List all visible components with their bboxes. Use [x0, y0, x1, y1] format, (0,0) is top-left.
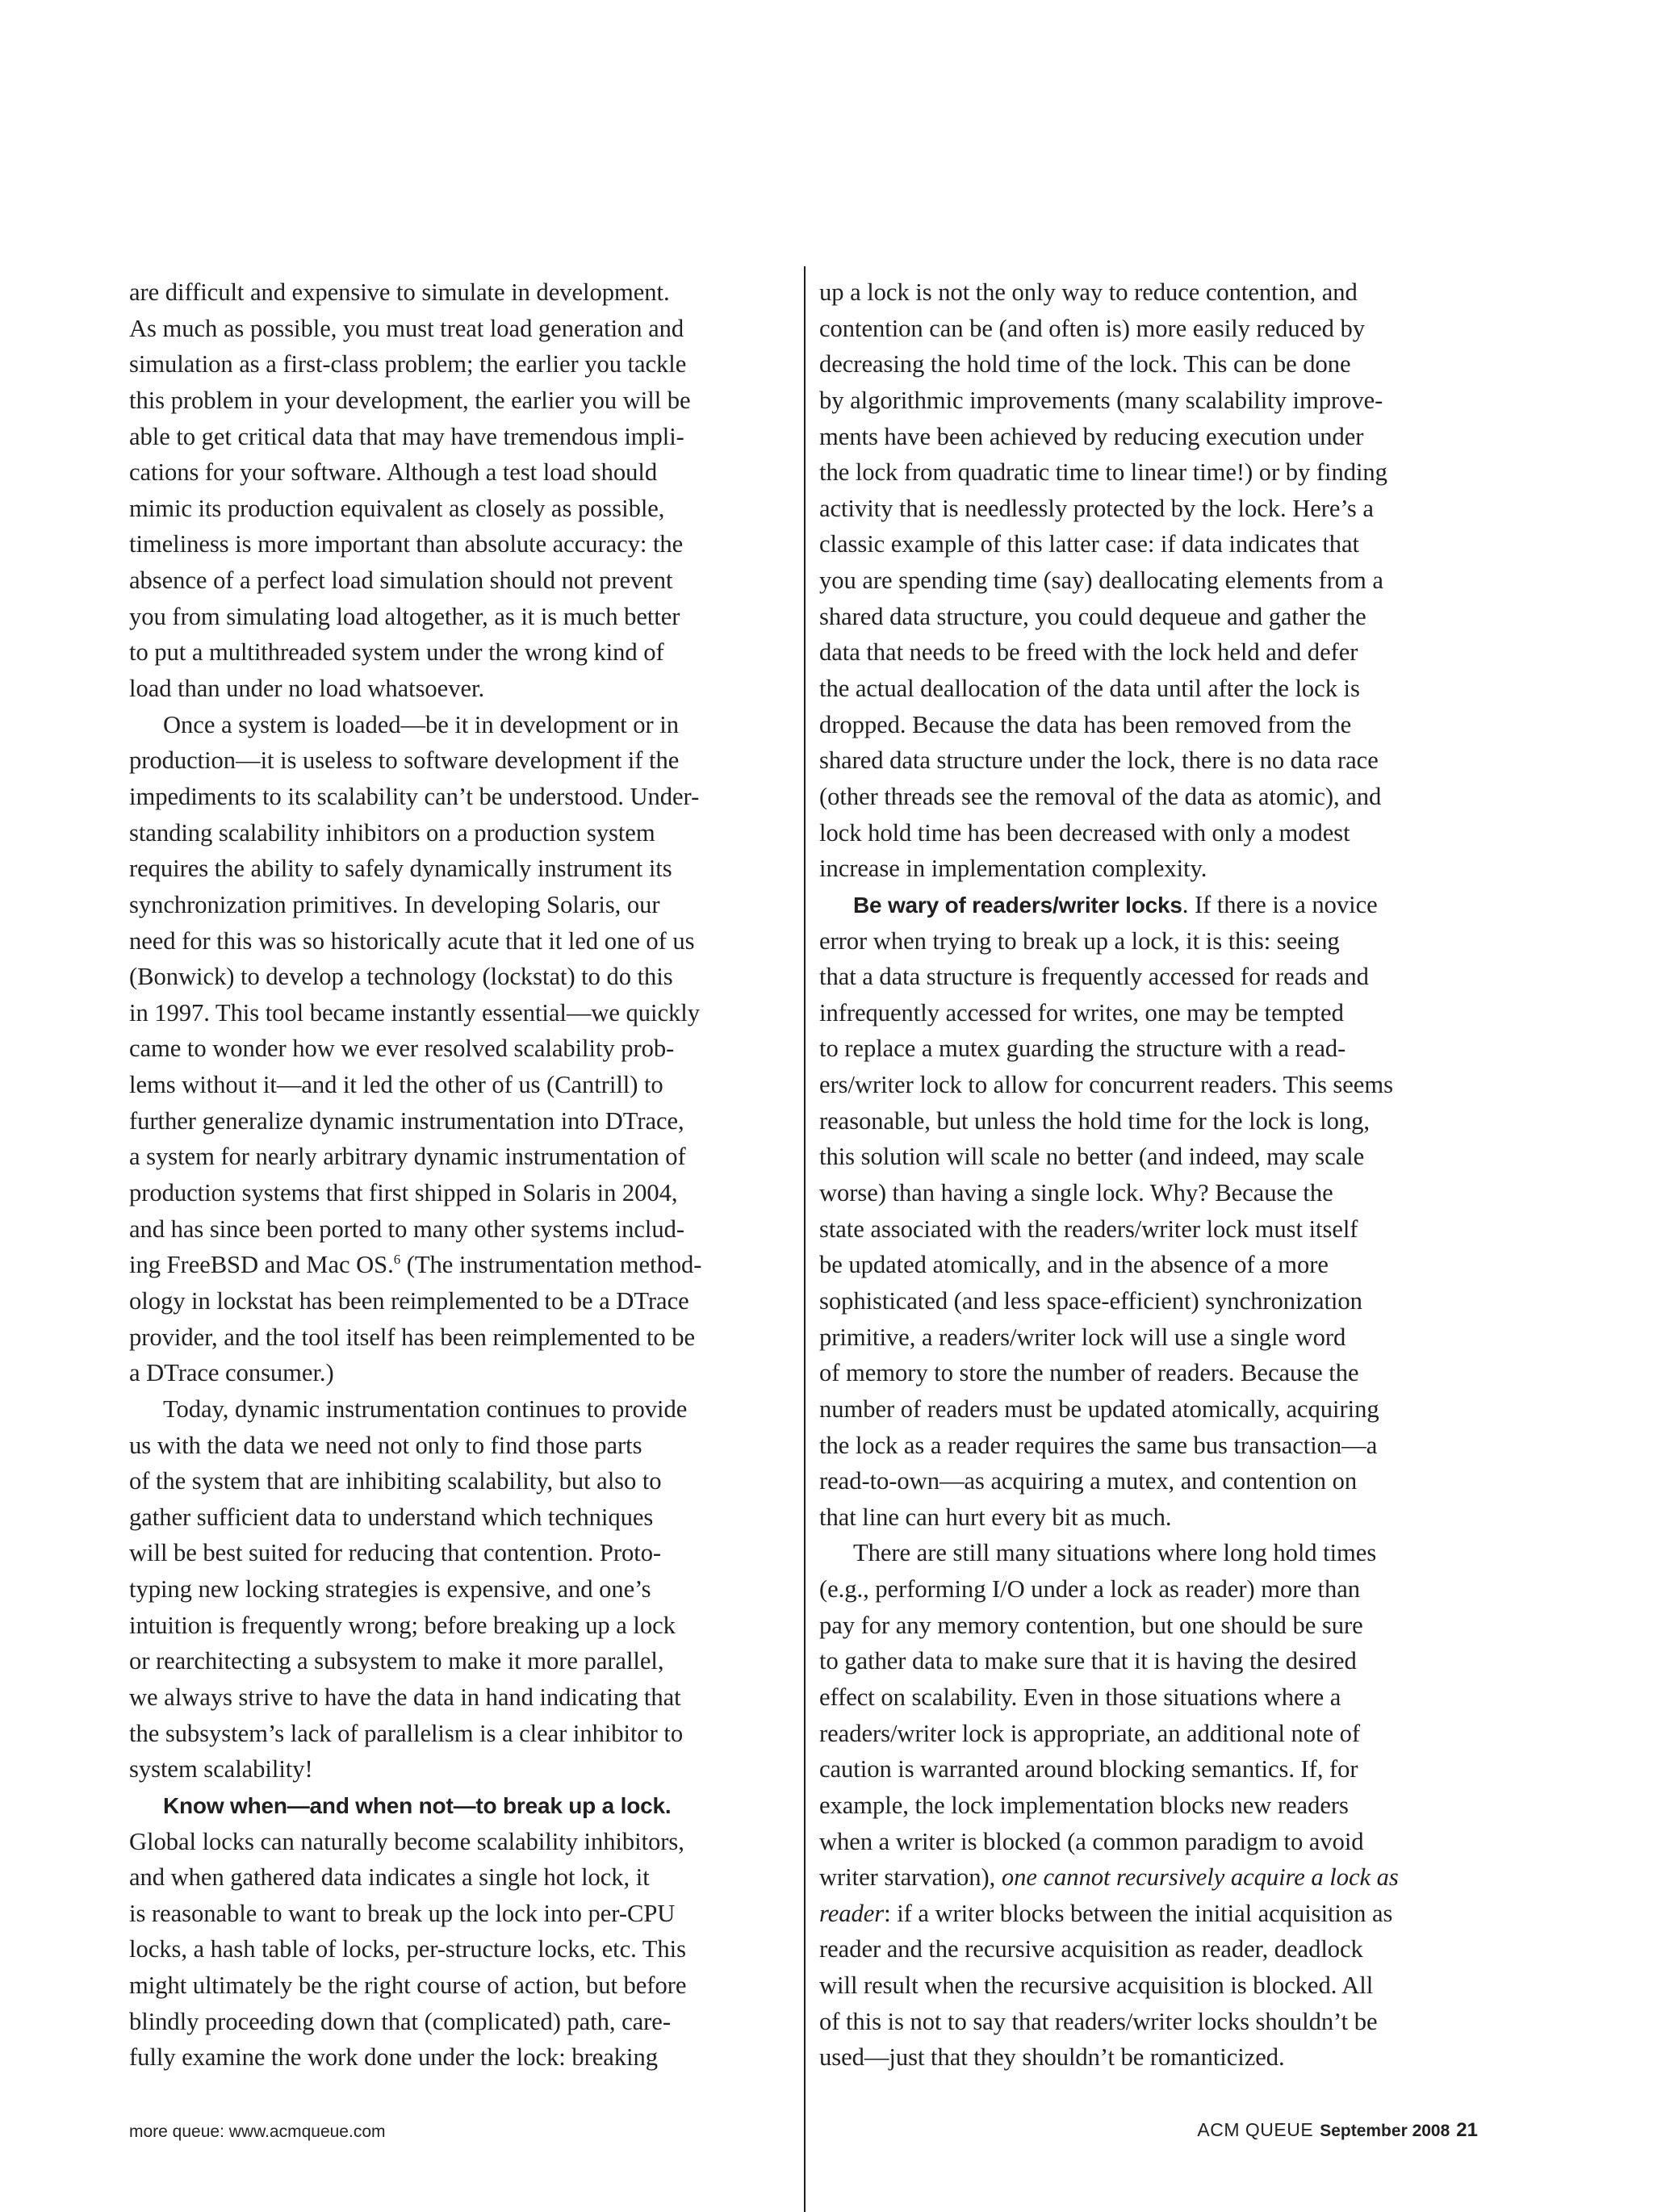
- text-line: are difficult and expensive to simulate in development.: [129, 278, 670, 306]
- text-line: effect on scalability. Even in those situations where a: [819, 1683, 1341, 1711]
- text-line: contention can be (and often is) more easily reduced by: [819, 314, 1366, 342]
- text-line: and when gathered data indicates a single hot lock, it: [129, 1863, 650, 1892]
- text-line: provider, and the tool itself has been reimplemented to be: [129, 1323, 696, 1351]
- run-in-heading: Know when—and when not—to break up a lock.: [163, 1792, 672, 1818]
- text-line: by algorithmic improvements (many scalability improve-: [819, 386, 1383, 414]
- text-line: the lock from quadratic time to linear time!) or by finding: [819, 458, 1387, 487]
- text-line: impediments to its scalability can’t be understood. Under-: [129, 782, 700, 810]
- text-line: standing scalability inhibitors on a production system: [129, 818, 655, 847]
- text-run: ing FreeBSD and Mac OS.: [129, 1251, 394, 1279]
- text-line: the actual deallocation of the data until after the lock is: [819, 675, 1360, 703]
- text-line: further generalize dynamic instrumentation into DTrace,: [129, 1106, 684, 1135]
- issue-date: September 2008: [1320, 2122, 1450, 2140]
- text-line: Global locks can naturally become scalability inhibitors,: [129, 1827, 684, 1855]
- text-line: used—just that they shouldn’t be romanticized.: [819, 2043, 1285, 2072]
- text-line: blindly proceeding down that (complicated) path, care-: [129, 2007, 671, 2035]
- text-line: production—it is useless to software development if the: [129, 746, 680, 775]
- text-line: that a data structure is frequently accessed for reads and: [819, 963, 1369, 991]
- text-line: load than under no load whatsoever.: [129, 675, 485, 703]
- text-line: gather sufficient data to understand which techniques: [129, 1503, 654, 1531]
- text-line: data that needs to be freed with the lock held and defer: [819, 638, 1358, 667]
- text-line: ers/writer lock to allow for concurrent readers. This seems: [819, 1071, 1393, 1099]
- text-line: or rearchitecting a subsystem to make it more parallel,: [129, 1647, 664, 1675]
- page-number: 21: [1456, 2119, 1478, 2141]
- text-line: state associated with the readers/writer lock must itself: [819, 1215, 1358, 1243]
- text-line: As much as possible, you must treat load generation and: [129, 314, 684, 342]
- text-line: shared data structure, you could dequeue and gather the: [819, 602, 1366, 630]
- text-line: production systems that first shipped in Solaris in 2004,: [129, 1179, 678, 1207]
- text-line: error when trying to break up a lock, it is this: seeing: [819, 926, 1340, 955]
- text-line: of memory to store the number of readers. Because the: [819, 1359, 1359, 1387]
- text-line: of this is not to say that readers/writer locks shouldn’t be: [819, 2007, 1378, 2035]
- text-line: need for this was so historically acute that it led one of us: [129, 926, 695, 955]
- text-line: caution is warranted around blocking semantics. If, for: [819, 1755, 1358, 1783]
- text-line: increase in implementation complexity.: [819, 855, 1207, 883]
- text-line: lems without it—and it led the other of us (Cantrill) to: [129, 1071, 663, 1099]
- text-line: shared data structure under the lock, there is no data race: [819, 746, 1379, 775]
- footer-website: more queue: www.acmqueue.com: [129, 2122, 386, 2141]
- text-line: simulation as a first-class problem; the earlier you tackle: [129, 350, 687, 378]
- text-run: (The instrumentation method-: [400, 1251, 702, 1279]
- run-in-heading-line: [129, 1788, 791, 1824]
- footer-folio: [1197, 2119, 1478, 2142]
- text-line: is reasonable to want to break up the lock into per-CPU: [129, 1899, 676, 1927]
- text-line: cations for your software. Although a test load should: [129, 458, 658, 487]
- text-line: [819, 1859, 1485, 1896]
- text-line: worse) than having a single lock. Why? Because the: [819, 1179, 1333, 1207]
- text-line: of the system that are inhibiting scalability, but also to: [129, 1467, 662, 1495]
- text-line: when a writer is blocked (a common paradigm to avoid: [819, 1827, 1364, 1855]
- text-run: . If there is a novice: [1182, 890, 1378, 918]
- text-line: primitive, a readers/writer lock will use a single word: [819, 1323, 1346, 1351]
- text-line: locks, a hash table of locks, per-structure locks, etc. This: [129, 1935, 686, 1963]
- italic-emphasis: reader: [819, 1899, 885, 1927]
- run-in-heading-line: [819, 887, 1485, 923]
- text-line: number of readers must be updated atomically, acquiring: [819, 1395, 1379, 1423]
- italic-emphasis: one cannot recursively acquire a lock as: [1001, 1863, 1399, 1892]
- footnote-reference: 6: [393, 1252, 401, 1268]
- text-line: fully examine the work done under the lock: breaking: [129, 2043, 658, 2072]
- text-line: and has since been ported to many other systems includ-: [129, 1215, 684, 1243]
- text-line: intuition is frequently wrong; before breaking up a lock: [129, 1611, 676, 1639]
- text-line: us with the data we need not only to find those parts: [129, 1431, 642, 1459]
- text-line: timeliness is more important than absolute accuracy: the: [129, 530, 684, 558]
- text-line: up a lock is not the only way to reduce contention, and: [819, 278, 1358, 306]
- text-line: (Bonwick) to develop a technology (lockstat) to do this: [129, 963, 673, 991]
- text-line: lock hold time has been decreased with only a modest: [819, 818, 1350, 847]
- text-line: (other threads see the removal of the data as atomic), and: [819, 782, 1382, 810]
- text-line: might ultimately be the right course of action, but before: [129, 1972, 687, 2000]
- text-line: will be best suited for reducing that contention. Proto-: [129, 1539, 662, 1567]
- left-column: [129, 274, 791, 2076]
- text-line: the lock as a reader requires the same bus transaction—a: [819, 1431, 1378, 1459]
- text-line: pay for any memory contention, but one should be sure: [819, 1611, 1363, 1639]
- text-line: [819, 1896, 1485, 1932]
- text-line: decreasing the hold time of the lock. This can be done: [819, 350, 1351, 378]
- text-line: you from simulating load altogether, as it is much better: [129, 602, 680, 630]
- text-line: example, the lock implementation blocks new readers: [819, 1791, 1349, 1819]
- text-line: to replace a mutex guarding the structure with a read-: [819, 1035, 1346, 1063]
- text-line: classic example of this latter case: if data indicates that: [819, 530, 1359, 558]
- text-line: typing new locking strategies is expensive, and one’s: [129, 1575, 651, 1604]
- text-line: to gather data to make sure that it is having the desired: [819, 1647, 1357, 1675]
- text-line: came to wonder how we ever resolved scalability prob-: [129, 1035, 675, 1063]
- text-line: this solution will scale no better (and indeed, may scale: [819, 1143, 1365, 1171]
- text-line: system scalability!: [129, 1755, 313, 1783]
- magazine-name: ACM QUEUE: [1197, 2119, 1314, 2140]
- text-line: the subsystem’s lack of parallelism is a clear inhibitor to: [129, 1719, 684, 1747]
- text-line: this problem in your development, the earlier you will be: [129, 386, 691, 414]
- text-line: we always strive to have the data in hand indicating that: [129, 1683, 681, 1711]
- paragraph-start-line: Once a system is loaded—be it in development or in: [163, 710, 679, 738]
- right-column: [819, 274, 1485, 2076]
- column-divider: [804, 266, 806, 2212]
- text-line: (e.g., performing I/O under a lock as reader) more than: [819, 1575, 1361, 1604]
- text-line: you are spending time (say) deallocating elements from a: [819, 567, 1383, 595]
- text-line: ments have been achieved by reducing execution under: [819, 422, 1364, 450]
- text-line: infrequently accessed for writes, one may be tempted: [819, 998, 1344, 1027]
- text-line: ology in lockstat has been reimplemented to be a DTrace: [129, 1286, 689, 1315]
- text-run: : if a writer blocks between the initial acquisition as: [884, 1899, 1393, 1927]
- text-line: dropped. Because the data has been removed from the: [819, 710, 1352, 738]
- text-line: that line can hurt every bit as much.: [819, 1503, 1172, 1531]
- text-line: a system for nearly arbitrary dynamic instrumentation of: [129, 1143, 686, 1171]
- text-line: to put a multithreaded system under the wrong kind of: [129, 638, 664, 667]
- text-line: absence of a perfect load simulation should not prevent: [129, 567, 673, 595]
- text-line: [129, 1247, 791, 1283]
- text-line: a DTrace consumer.): [129, 1359, 334, 1387]
- text-line: readers/writer lock is appropriate, an additional note of: [819, 1719, 1360, 1747]
- text-line: mimic its production equivalent as closely as possible,: [129, 494, 665, 522]
- text-line: be updated atomically, and in the absence of a more: [819, 1251, 1329, 1279]
- text-line: reasonable, but unless the hold time for the lock is long,: [819, 1106, 1370, 1135]
- text-line: in 1997. This tool became instantly essential—we quickly: [129, 998, 700, 1027]
- text-line: reader and the recursive acquisition as reader, deadlock: [819, 1935, 1363, 1963]
- text-line: synchronization primitives. In developing Solaris, our: [129, 890, 660, 918]
- paragraph-start-line: Today, dynamic instrumentation continues to provide: [163, 1395, 688, 1423]
- text-line: sophisticated (and less space-efficient) synchronization: [819, 1286, 1362, 1315]
- text-line: requires the ability to safely dynamically instrument its: [129, 855, 672, 883]
- text-line: able to get critical data that may have tremendous impli-: [129, 422, 684, 450]
- run-in-heading: Be wary of readers/writer locks: [853, 892, 1182, 918]
- text-run: writer starvation),: [819, 1863, 1002, 1892]
- text-line: activity that is needlessly protected by the lock. Here’s a: [819, 494, 1374, 522]
- text-line: read-to-own—as acquiring a mutex, and contention on: [819, 1467, 1358, 1495]
- text-line: will result when the recursive acquisition is blocked. All: [819, 1972, 1374, 2000]
- paragraph-start-line: There are still many situations where long hold times: [853, 1539, 1377, 1567]
